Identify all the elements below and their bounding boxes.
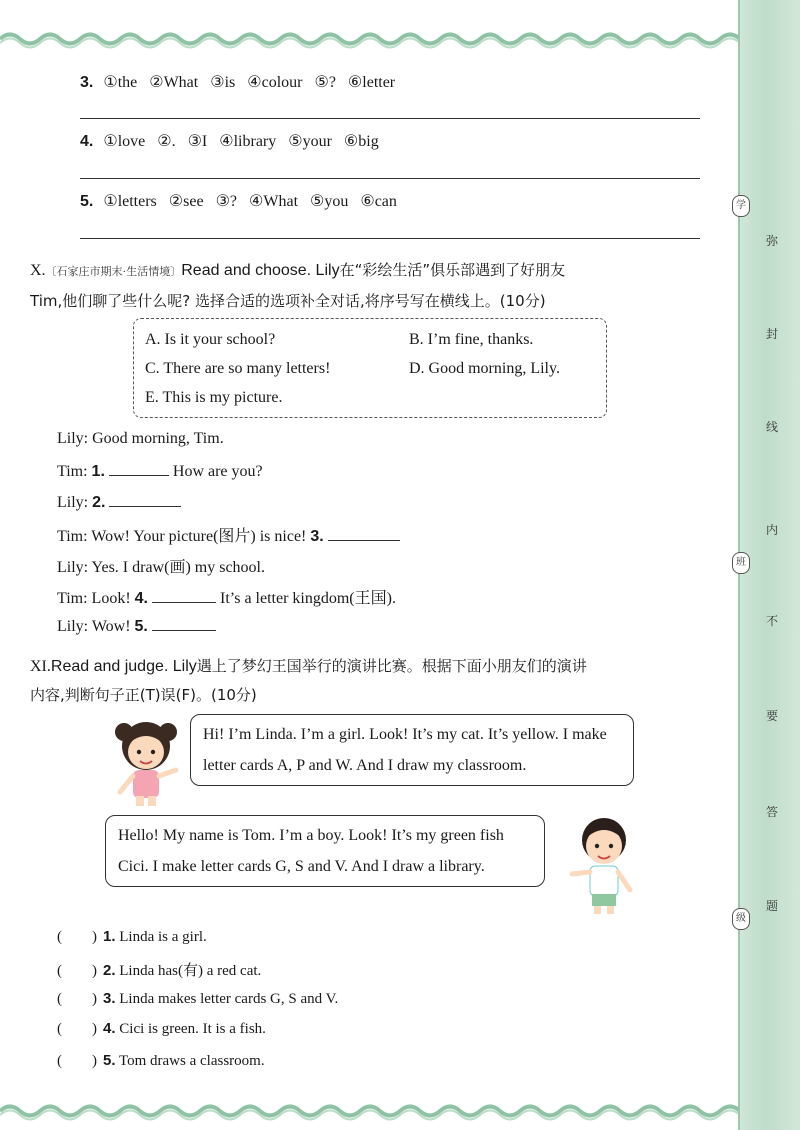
margin-char: 线 xyxy=(765,420,778,434)
dialogue-line: Lily: Wow! 5. xyxy=(57,616,216,636)
answer-paren[interactable]: ( ) xyxy=(57,1053,97,1069)
judge-item: ( ) 5. Tom draws a classroom. xyxy=(57,1052,265,1069)
answer-blank[interactable] xyxy=(328,526,400,541)
section-xi-header: XI.Read and judge. Lily遇上了梦幻王国举行的演讲比赛。根据下面小朋友们的演讲 内容,判断句子正(T)误(F)。(10分) xyxy=(30,657,587,704)
answer-blank[interactable] xyxy=(109,461,169,476)
reorder-question: 5. ①letters ②see ③? ④What ⑤you ⑥can xyxy=(80,193,397,210)
option-c: C. There are so many letters! xyxy=(145,360,331,377)
answer-paren[interactable]: ( ) xyxy=(57,963,97,979)
binding-margin xyxy=(738,0,800,1130)
answer-paren[interactable]: ( ) xyxy=(57,929,97,945)
dialogue-line: Lily: Yes. I draw(画) my school. xyxy=(57,559,265,576)
judge-item: ( ) 4. Cici is green. It is a fish. xyxy=(57,1020,266,1037)
answer-blank[interactable] xyxy=(109,492,181,507)
reorder-question: 3. ①the ②What ③is ④colour ⑤? ⑥letter xyxy=(80,74,396,91)
margin-badge: 学 xyxy=(732,195,750,217)
answer-line[interactable] xyxy=(80,178,700,179)
judge-item: ( ) 1. Linda is a girl. xyxy=(57,928,207,945)
reorder-question: 4. ①love ②. ③I ④library ⑤your ⑥big xyxy=(80,133,379,150)
tom-speech-bubble: Hello! My name is Tom. I’m a boy. Look! It’s my green fish Cici. I make letter cards G, S and V. And I draw a library. xyxy=(105,815,545,887)
margin-char: 弥 xyxy=(765,234,778,248)
answer-line[interactable] xyxy=(80,238,700,239)
dialogue-line: Tim: Look! 4. It’s a letter kingdom(王国). xyxy=(57,590,396,607)
answer-blank[interactable] xyxy=(152,616,216,631)
section-x-header: X.〔石家庄市期末·生活情境〕Read and choose. Lily在“彩绘生活”俱乐部遇到了好朋友 Tim,他们聊了些什么呢? 选择合适的选项补全对话,将序号写在横线上。(10分) xyxy=(30,261,566,310)
bottom-wave-border xyxy=(0,1100,740,1122)
linda-girl-illustration xyxy=(108,716,188,808)
answer-paren[interactable]: ( ) xyxy=(57,991,97,1007)
dialogue-line: Lily: Good morning, Tim. xyxy=(57,430,224,447)
margin-char: 内 xyxy=(765,523,778,537)
margin-char: 封 xyxy=(765,327,778,341)
margin-char: 不 xyxy=(765,614,778,628)
top-wave-border xyxy=(0,28,740,50)
tom-boy-illustration xyxy=(562,810,642,916)
margin-char: 答 xyxy=(765,805,778,819)
dialogue-line: Tim: Wow! Your picture(图片) is nice! 3. xyxy=(57,523,400,546)
dialogue-line: Lily: 2. xyxy=(57,492,181,512)
judge-item: ( ) 2. Linda has(有) a red cat. xyxy=(57,962,262,979)
judge-item: ( ) 3. Linda makes letter cards G, S and V. xyxy=(57,990,339,1007)
margin-char: 题 xyxy=(765,899,778,913)
option-e: E. This is my picture. xyxy=(145,389,283,406)
option-b: B. I’m fine, thanks. xyxy=(409,331,534,348)
answer-paren[interactable]: ( ) xyxy=(57,1021,97,1037)
answer-line[interactable] xyxy=(80,118,700,119)
linda-speech-bubble: Hi! I’m Linda. I’m a girl. Look! It’s my cat. It’s yellow. I make letter cards A, P and W. And I draw my classroom. xyxy=(190,714,634,786)
dialogue-line: Tim: 1. How are you? xyxy=(57,463,263,480)
margin-char: 要 xyxy=(765,709,778,723)
option-d: D. Good morning, Lily. xyxy=(409,360,560,377)
margin-badge: 班 xyxy=(732,552,750,574)
answer-blank[interactable] xyxy=(152,588,216,603)
option-a: A. Is it your school? xyxy=(145,331,276,348)
options-box xyxy=(133,318,607,418)
margin-badge: 级 xyxy=(732,908,750,930)
